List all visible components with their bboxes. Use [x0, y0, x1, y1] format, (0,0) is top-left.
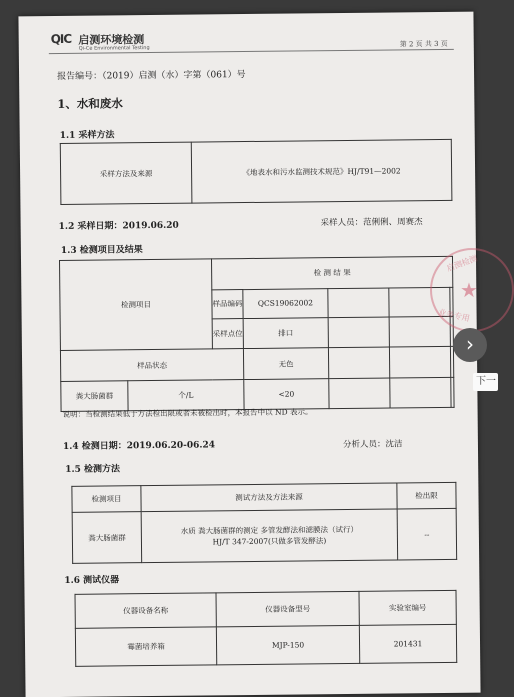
item-unit: 个/L — [128, 380, 244, 411]
method-table — [71, 482, 457, 564]
state-value: 无色 — [243, 347, 328, 380]
sampling-method-label: 采样方法及来源 — [60, 142, 192, 204]
s11-title: 1.1 采样方法 — [59, 130, 115, 141]
sample-point: 排口 — [243, 318, 328, 348]
inst-name: 霉菌培养箱 — [75, 627, 216, 666]
page-number: 第 2 页 共 3 页 — [399, 39, 448, 49]
method-line-1: 水质 粪大肠菌群的测定 多管发酵法和滤膜法（试行） — [180, 524, 359, 536]
sampling-date: 1.2 采样日期：2019.06.20 — [58, 220, 179, 232]
test-date: 1.4 检测日期：2019.06.20-06.24 — [62, 440, 216, 452]
document-page — [18, 12, 480, 697]
sampling-method-value: 《地表水和污水监测技术规范》HJ/T91—2002 — [191, 139, 452, 203]
next-page-button[interactable] — [453, 328, 487, 362]
method-h-limit: 检出限 — [397, 482, 456, 509]
item-value: <20 — [244, 379, 329, 409]
sample-code-label: 样品编码 — [212, 289, 243, 319]
item-name: 粪大肠菌群 — [61, 381, 128, 411]
company-logo — [50, 31, 150, 52]
inst-model: MJP-150 — [216, 625, 359, 664]
empty-cell — [328, 317, 389, 347]
inst-lab: 201431 — [359, 624, 456, 663]
official-seal — [430, 248, 514, 332]
empty-cell — [390, 378, 451, 408]
s13-title: 1.3 检测项目及结果 — [60, 245, 143, 256]
method-h-item: 检测项目 — [72, 486, 141, 513]
seal-text-bottom: 业务专用 — [437, 307, 471, 324]
inst-h-model: 仪器设备型号 — [216, 591, 359, 626]
state-label: 样品状态 — [60, 348, 243, 382]
seal-text-top: 启测检测 — [445, 253, 479, 274]
results-table — [59, 256, 455, 412]
empty-cell — [389, 317, 450, 347]
empty-cell — [328, 347, 389, 379]
sampling-people: 采样人员：范俐俐、周赛杰 — [320, 217, 423, 229]
method-limit: -- — [397, 508, 457, 560]
instrument-table — [74, 590, 457, 667]
next-page-tooltip[interactable]: 下一 — [473, 373, 498, 391]
chevron-right-icon: › — [466, 332, 474, 356]
report-number: 报告编号：（2019）启测（水）字第（061）号 — [57, 70, 246, 82]
s15-title: 1.5 检测方法 — [65, 464, 121, 475]
method-item: 粪大肠菌群 — [72, 512, 142, 564]
logo-english: Qi-Ce Environmental Testing — [78, 45, 150, 52]
empty-cell — [389, 346, 450, 378]
inst-h-name: 仪器设备名称 — [75, 593, 216, 628]
seal-star-icon: ★ — [460, 278, 478, 302]
sample-code: QCS19062002 — [243, 288, 328, 318]
analyst: 分析人员：沈洁 — [342, 439, 403, 451]
s16-title: 1.6 测试仪器 — [64, 575, 120, 586]
empty-cell — [329, 378, 390, 408]
logo-mark: QIC — [50, 31, 72, 47]
sample-point-label: 采样点位 — [212, 319, 243, 349]
method-h-method: 测试方法及方法来源 — [141, 483, 397, 512]
col-result-header: 检 测 结 果 — [211, 256, 452, 289]
empty-cell — [328, 288, 389, 318]
method-line-2: HJ/T 347-2007(只做多管发酵法) — [212, 536, 327, 547]
col-item-header: 检测项目 — [60, 259, 213, 350]
empty-cell — [451, 378, 454, 408]
section-title: 1、水和废水 — [57, 96, 123, 111]
inst-h-lab: 实验室编号 — [359, 590, 456, 625]
results-note: 说明：当检测结果低于方法检出限或者未被检出时，本报告中以 ND 表示。 — [62, 407, 313, 419]
method-desc — [141, 509, 398, 563]
logo-name: 启测环境检测 — [78, 33, 145, 47]
sampling-method-table — [60, 139, 453, 205]
